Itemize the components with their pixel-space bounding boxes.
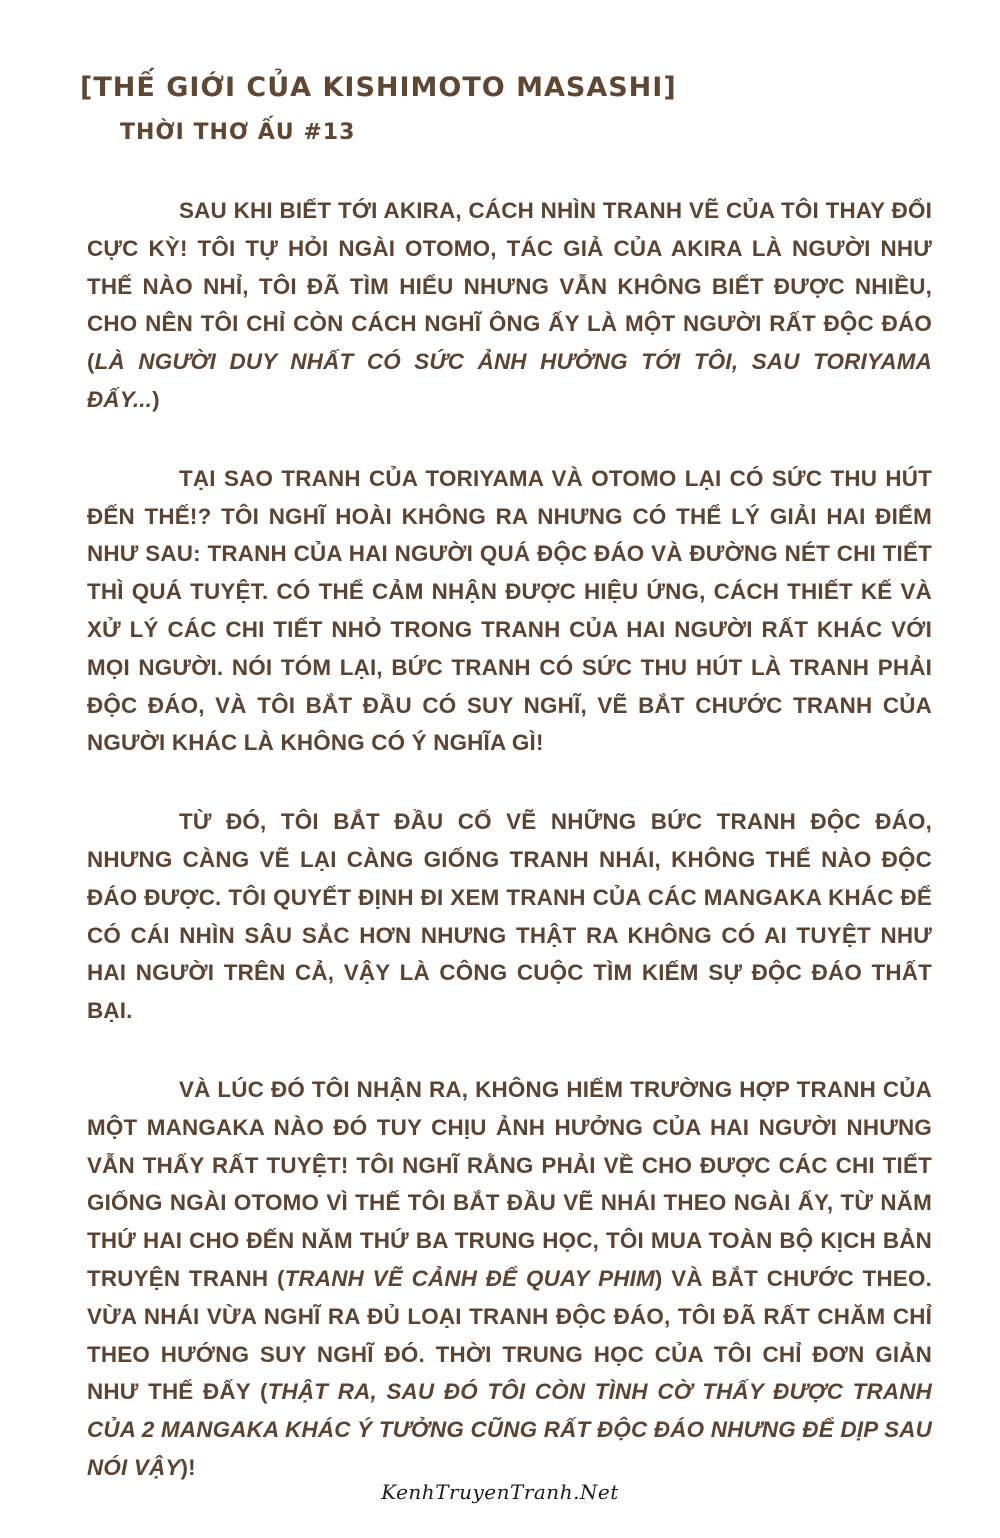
paragraph-1 xyxy=(87,192,932,419)
article-body xyxy=(87,192,932,1528)
page-subtitle: THỜI THƠ ẤU #13 xyxy=(120,120,356,145)
text-run: SAU KHI BIẾT TỚI AKIRA, CÁCH NHÌN TRANH VẼ CỦA TÔI THAY ĐỔI CỰC KỲ! TÔI TỰ HỎI NGÀI OTOMO, TÁC GIẢ CỦA AKIRA LÀ NGƯỜI NHƯ THẾ NÀO NHỈ, TÔI ĐÃ TÌM HIỂU NHƯNG VẪN KHÔNG BIẾT ĐƯỢC NHIỀU, CHO NÊN TÔI CHỈ CÒN CÁCH NGHĨ ÔNG ẤY LÀ MỘT NGƯỜI RẤT ĐỘC ĐÁO ( xyxy=(87,198,932,375)
site-watermark: KenhTruyenTranh.Net xyxy=(381,1480,619,1504)
text-run: TỪ ĐÓ, TÔI BẮT ĐẦU CỐ VẼ NHỮNG BỨC TRANH ĐỘC ĐÁO, NHƯNG CÀNG VẼ LẠI CÀNG GIỐNG TRANH NHÁI, KHÔNG THỂ NÀO ĐỘC ĐÁO ĐƯỢC. TÔI QUYẾT ĐỊNH ĐI XEM TRANH CỦA CÁC MANGAKA KHÁC ĐỂ CÓ CÁI NHÌN SÂU SẮC HƠN NHƯNG THẬT RA KHÔNG CÓ AI TUYỆT NHƯ HAI NGƯỜI TRÊN CẢ, VẬY LÀ CÔNG CUỘC TÌM KIẾM SỰ ĐỘC ĐÁO THẤT BẠI. xyxy=(87,809,932,1024)
text-run: ) xyxy=(152,386,160,412)
italic-text-run: LÀ NGƯỜI DUY NHẤT CÓ SỨC ẢNH HƯỞNG TỚI TÔI, SAU TORIYAMA ĐẤY... xyxy=(87,349,932,412)
text-run: VÀ LÚC ĐÓ TÔI NHẬN RA, KHÔNG HIẾM TRƯỜNG HỢP TRANH CỦA MỘT MANGAKA NÀO ĐÓ TUY CHỊU ẢNH HƯỞNG CỦA HAI NGƯỜI NHƯNG VẪN THẤY RẤT TUYỆT! TÔI NGHĨ RẰNG PHẢI VỀ CHO ĐƯỢC CÁC CHI TIẾT GIỐNG NGÀI OTOMO VÌ THẾ TÔI BẮT ĐẦU VẼ NHÁI THEO NGÀI ẤY, TỪ NĂM THỨ HAI CHO ĐẾN NĂM THỨ BA TRUNG HỌC, TÔI MUA TOÀN BỘ KỊCH BẢN TRUYỆN TRANH ( xyxy=(87,1076,932,1291)
page-title: [THẾ GIỚI CỦA KISHIMOTO MASASHI] xyxy=(80,72,677,103)
text-run: TẠI SAO TRANH CỦA TORIYAMA VÀ OTOMO LẠI CÓ SỨC THU HÚT ĐẾN THẾ!? TÔI NGHĨ HOÀI KHÔNG RA NHƯNG CÓ THỂ LÝ GIẢI HAI ĐIỂM NHƯ SAU: TRANH CỦA HAI NGƯỜI QUÁ ĐỘC ĐÁO VÀ ĐƯỜNG NÉT CHI TIẾT THÌ QUÁ TUYỆT. CÓ THỂ CẢM NHẬN ĐƯỢC HIỆU ỨNG, CÁCH THIẾT KẾ VÀ XỬ LÝ CÁC CHI TIẾT NHỎ TRONG TRANH CỦA HAI NGƯỜI RẤT KHÁC VỚI MỌI NGƯỜI. NÓI TÓM LẠI, BỨC TRANH CÓ SỨC THU HÚT LÀ TRANH PHẢI ĐỘC ĐÁO, VÀ TÔI BẮT ĐẦU CÓ SUY NGHĨ, VẼ BẮT CHƯỚC TRANH CỦA NGƯỜI KHÁC LÀ KHÔNG CÓ Ý NGHĨA GÌ! xyxy=(87,465,932,756)
paragraph-4 xyxy=(87,1071,932,1487)
paragraph-2 xyxy=(87,460,932,762)
text-run: )! xyxy=(180,1454,196,1480)
paragraph-3 xyxy=(87,803,932,1030)
text-run: ) VÀ BẮT CHƯỚC THEO. VỪA NHÁI VỪA NGHĨ RA ĐỦ LOẠI TRANH ĐỘC ĐÁO, TÔI ĐÃ RẤT CHĂM CHỈ THEO HƯỚNG SUY NGHĨ ĐÓ. THỜI TRUNG HỌC CỦA TÔI CHỈ ĐƠN GIẢN NHƯ THẾ ĐẤY ( xyxy=(87,1265,932,1405)
italic-text-run: THẬT RA, SAU ĐÓ TÔI CÒN TÌNH CỜ THẤY ĐƯỢC TRANH CỦA 2 MANGAKA KHÁC Ý TƯỞNG CŨNG RẤT ĐỘC ĐÁO NHƯNG ĐỂ DỊP SAU NÓI VẬY xyxy=(87,1379,932,1480)
italic-text-run: TRANH VẼ CẢNH ĐỂ QUAY PHIM xyxy=(284,1265,655,1291)
